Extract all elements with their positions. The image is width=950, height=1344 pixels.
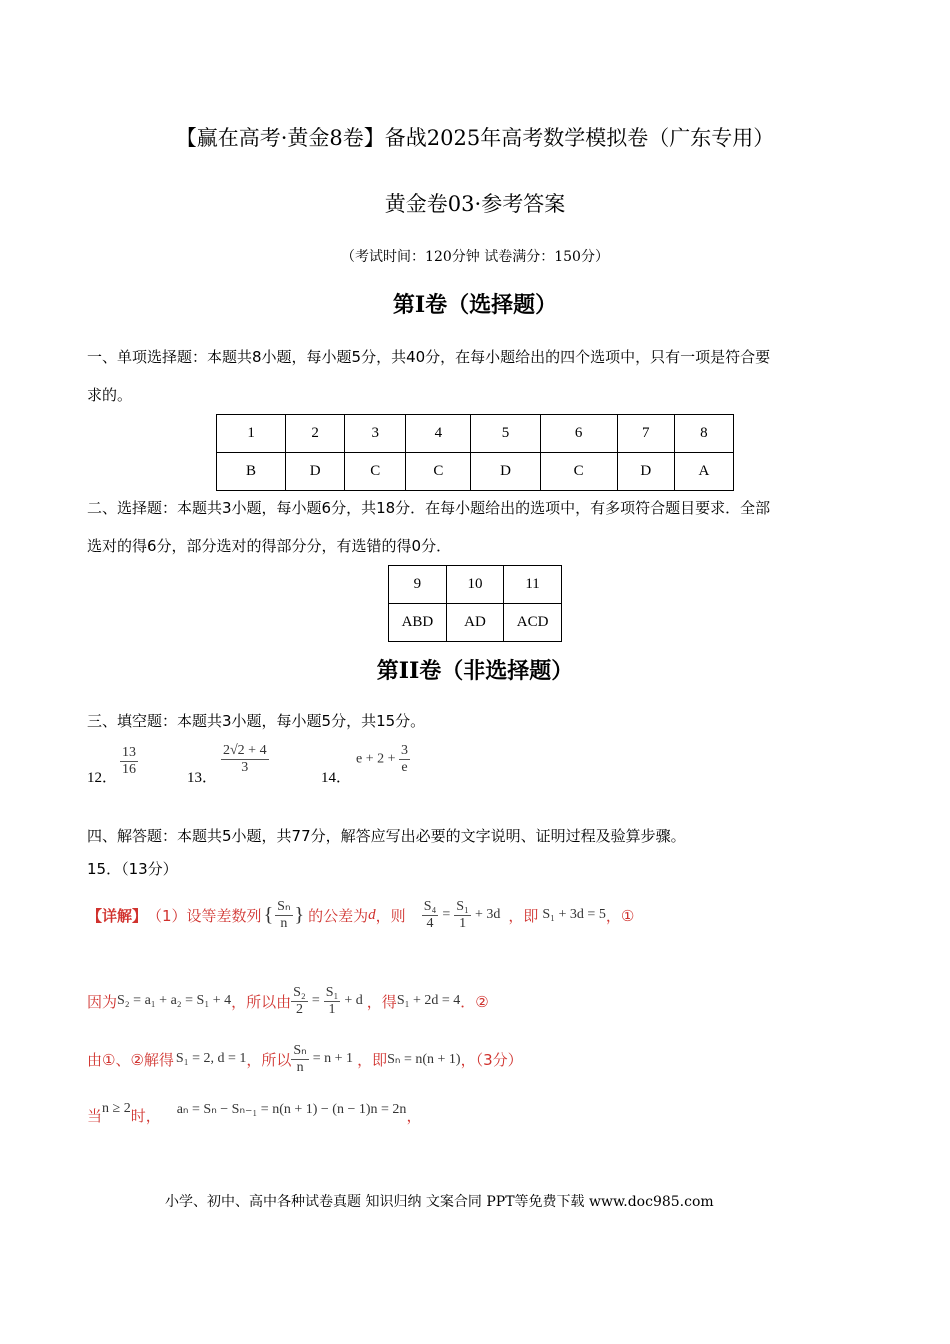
math-expression: n ≥ 2: [102, 1101, 131, 1116]
table-cell: 8: [674, 415, 733, 453]
fraction-denominator: 1: [459, 915, 467, 931]
solution-text: ，即: [357, 1050, 388, 1069]
math-expression: Sₙ = n(n + 1): [387, 1051, 461, 1067]
q12-label: 12．: [87, 770, 118, 786]
fraction-numerator: 2√2 + 4: [223, 743, 267, 758]
fraction: [454, 899, 471, 932]
math-expression: + d: [344, 993, 363, 1008]
math-expression: aₙ = Sₙ − Sₙ₋₁ = n(n + 1) − (n − 1)n = 2n: [176, 1101, 407, 1117]
table-cell: D: [286, 453, 345, 491]
solution-text: ，: [406, 1106, 422, 1125]
table-cell: 2: [286, 415, 345, 453]
table-cell: C: [406, 453, 471, 491]
q14-label: 14．: [321, 770, 352, 786]
table-cell: ABD: [389, 604, 447, 642]
fraction-numerator: Sₙ: [293, 1042, 307, 1058]
section3-instruction: 三、填空题：本题共3小题，每小题5分，共15分。: [87, 712, 426, 730]
table-cell: A: [674, 453, 733, 491]
solution-text: ，所以由: [231, 992, 292, 1011]
variable-d: d: [368, 906, 376, 923]
fraction-numerator: 13: [122, 745, 136, 760]
solution-text: ，所以: [246, 1050, 292, 1069]
fraction-denominator: 16: [122, 762, 136, 777]
table-cell: C: [540, 453, 617, 491]
section2-instruction-line1: 二、选择题：本题共3小题，每小题6分，共18分．在每小题给出的选项中，有多项符合题目要求．全部: [87, 499, 771, 517]
table-row-answers: [217, 453, 734, 491]
table-cell: 5: [471, 415, 540, 453]
math-expression: S₁ = 2, d = 1: [175, 1051, 247, 1066]
solution-text: 当: [87, 1106, 103, 1125]
solution-text: ，即: [508, 906, 539, 925]
solution-line-3: [87, 1036, 523, 1082]
table-cell: 1: [217, 415, 286, 453]
solution-text: 的公差为: [308, 906, 369, 925]
fraction-denominator: 1: [328, 1001, 336, 1017]
fraction-denominator: 3: [241, 760, 249, 775]
table-cell: D: [617, 453, 674, 491]
q13-answer: [221, 743, 269, 776]
equals-sign: =: [311, 993, 320, 1008]
solution-text: ，得: [366, 992, 397, 1011]
q12-answer: [120, 745, 138, 778]
solution-text: ．②: [460, 992, 489, 1011]
fraction-numerator: 3: [401, 743, 409, 758]
document-title: 【赢在高考·黄金8卷】备战2025年高考数学模拟卷（广东专用）: [175, 126, 775, 150]
table-row-answers: [389, 604, 562, 642]
table-cell: 9: [389, 566, 447, 604]
solution-line-2: [87, 978, 489, 1024]
section2-instruction-line2: 选对的得6分，部分选对的得部分分，有选错的得0分．: [87, 537, 452, 555]
fraction: [324, 985, 341, 1018]
question-15-header: 15．（13分）: [87, 860, 178, 878]
math-expression: S₁ + 2d = 4: [396, 993, 461, 1008]
math-expression: S₁ + 3d = 5: [542, 907, 606, 922]
table-cell: 4: [406, 415, 471, 453]
table-cell: 11: [504, 566, 562, 604]
part1-heading: 第I卷（选择题）: [392, 292, 558, 318]
fraction-denominator: 4: [426, 915, 434, 931]
solution-text: （1）设等差数列: [147, 906, 262, 925]
solution-text: ，（3分）: [460, 1050, 523, 1069]
solution-text: 由①、②解得: [87, 1050, 174, 1069]
table-cell: AD: [446, 604, 503, 642]
table-cell: C: [345, 453, 406, 491]
brace-open: {: [263, 903, 274, 926]
answer-table-single-choice: [216, 414, 734, 491]
math-expression: = n + 1: [312, 1051, 354, 1066]
section4-instruction: 四、解答题：本题共5小题，共77分，解答应写出必要的文字说明、证明过程及验算步骤。: [87, 827, 686, 845]
section1-instruction-line1: 一、单项选择题：本题共8小题，每小题5分，共40分，在每小题给出的四个选项中，只有一项是符合要: [87, 348, 771, 366]
table-cell: 6: [540, 415, 617, 453]
q14-lead: e + 2 +: [356, 751, 396, 767]
table-cell: 10: [446, 566, 503, 604]
q13-label: 13．: [187, 770, 218, 786]
equals-sign: =: [442, 907, 451, 922]
solution-text: 时，: [130, 1106, 161, 1125]
fraction: [291, 985, 308, 1018]
brace-close: }: [294, 903, 305, 926]
solution-tag: 【详解】: [87, 906, 148, 925]
table-row-numbers: [217, 415, 734, 453]
page-footer: 小学、初中、高中各种试卷真题 知识归纳 文案合同 PPT等免费下载 www.doc985.com: [165, 1194, 714, 1210]
fraction-numerator: S₄: [423, 898, 437, 914]
fraction-numerator: Sₙ: [277, 898, 291, 914]
solution-text: ，则: [375, 906, 406, 925]
solution-line-1: [87, 892, 634, 938]
part2-heading: 第II卷（非选择题）: [376, 658, 574, 684]
solution-line-4: [87, 1098, 421, 1132]
q14-answer: [356, 743, 410, 776]
sequence-fraction: [275, 899, 292, 932]
solution-text: 因为: [87, 992, 118, 1011]
fraction-denominator: n: [280, 915, 288, 931]
fraction: [422, 899, 439, 932]
answer-table-multi-choice: [388, 565, 562, 642]
document-subtitle: 黄金卷03·参考答案: [384, 192, 566, 216]
fraction: [291, 1043, 308, 1076]
math-expression: + 3d: [474, 907, 501, 922]
table-cell: 7: [617, 415, 674, 453]
table-cell: 3: [345, 415, 406, 453]
fraction-numerator: S₁: [325, 984, 339, 1000]
fraction-denominator: n: [296, 1059, 304, 1075]
fraction-denominator: e: [401, 760, 408, 775]
math-expression: S₂ = a₁ + a₂ = S₁ + 4: [117, 993, 232, 1008]
table-cell: ACD: [504, 604, 562, 642]
section1-instruction-line2: 求的。: [87, 386, 133, 404]
fraction-denominator: 2: [295, 1001, 303, 1017]
fraction-numerator: S₁: [456, 898, 469, 914]
fraction-numerator: S₂: [293, 984, 306, 1000]
table-cell: D: [471, 453, 540, 491]
table-row-numbers: [389, 566, 562, 604]
solution-text: ，①: [605, 906, 635, 925]
table-cell: B: [217, 453, 286, 491]
exam-info: （考试时间：120分钟 试卷满分：150分）: [341, 249, 609, 265]
